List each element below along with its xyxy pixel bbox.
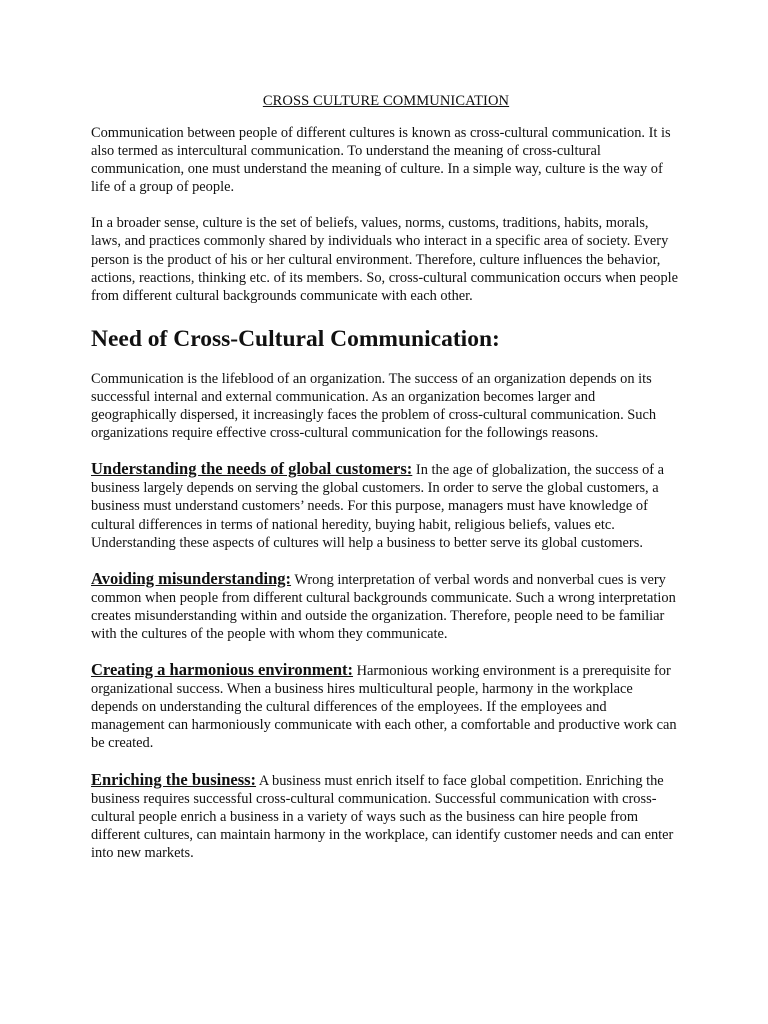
- point-heading: Enriching the business:: [91, 769, 257, 789]
- point-heading: Avoiding misunderstanding:: [91, 568, 292, 588]
- document-body: [91, 93, 681, 862]
- section-intro-paragraph: Communication is the lifeblood of an organization. The success of an organization depends on its successful internal and external communication. As an organization becomes larger and geographically dispersed, it increasingly faces the problem of cross-cultural communication. Such organizations require effective cross-cultural communication for the followings reasons.: [91, 370, 657, 442]
- point-enriching-business: [91, 771, 681, 862]
- document-title: CROSS CULTURE COMMUNICATION: [262, 93, 510, 109]
- point-text: Wrong interpretation of verbal words and nonverbal cues is very common when people from different cultural backgrounds communicate. Such a wrong interpretation creates misunderstanding within and outside the organization. Therefore, people need to be familiar with the cultures of the people with whom they communicate.: [91, 571, 676, 642]
- point-heading: Understanding the needs of global customers:: [91, 459, 413, 479]
- section-heading: Need of Cross-Cultural Communication:: [91, 325, 500, 352]
- point-harmonious-environment: [91, 661, 681, 752]
- point-avoiding-misunderstanding: [91, 570, 681, 643]
- point-text: In the age of globalization, the success of a business largely depends on serving the global customers. In order to serve the global customers, a business must understand customers’ needs. For this purpose, managers must have knowledge of cultural differences in terms of national heredity, buying habit, religious beliefs, values etc. Understanding these aspects of cultures will help a business to better serve its global customers.: [91, 462, 665, 551]
- point-text: A business must enrich itself to face global competition. Enriching the business requires successful cross-cultural communication. Successful communication with cross-cultural people enrich a business in a variety of ways such as the business can hire people from different cultures, can maintain harmony in the workplace, can identify customer needs and can enter into new markets.: [91, 772, 674, 861]
- point-heading: Creating a harmonious environment:: [91, 660, 354, 680]
- intro-paragraph-2: In a broader sense, culture is the set of beliefs, values, norms, customs, traditions, habits, morals, laws, and practices commonly shared by individuals who interact in a specific area of society. Every person is the product of his or her cultural environment. Therefore, culture influences the behavior, actions, reactions, thinking etc. of its members. So, cross-cultural communication occurs when people from different cultural backgrounds communicate with each other.: [91, 215, 679, 304]
- point-text: Harmonious working environment is a prerequisite for organizational success. When a business hires multicultural people, harmony in the workplace depends on understanding the cultural differences of the employees. If the employees and management can harmoniously communicate with each other, a comfortable and productive work can be created.: [91, 663, 677, 752]
- intro-paragraph-1: Communication between people of different cultures is known as cross-cultural communication. It is also termed as intercultural communication. To understand the meaning of cross-cultural communication, one must understand the meaning of culture. In a simple way, culture is the way of life of a group of people.: [91, 125, 671, 196]
- point-global-customers: [91, 460, 681, 551]
